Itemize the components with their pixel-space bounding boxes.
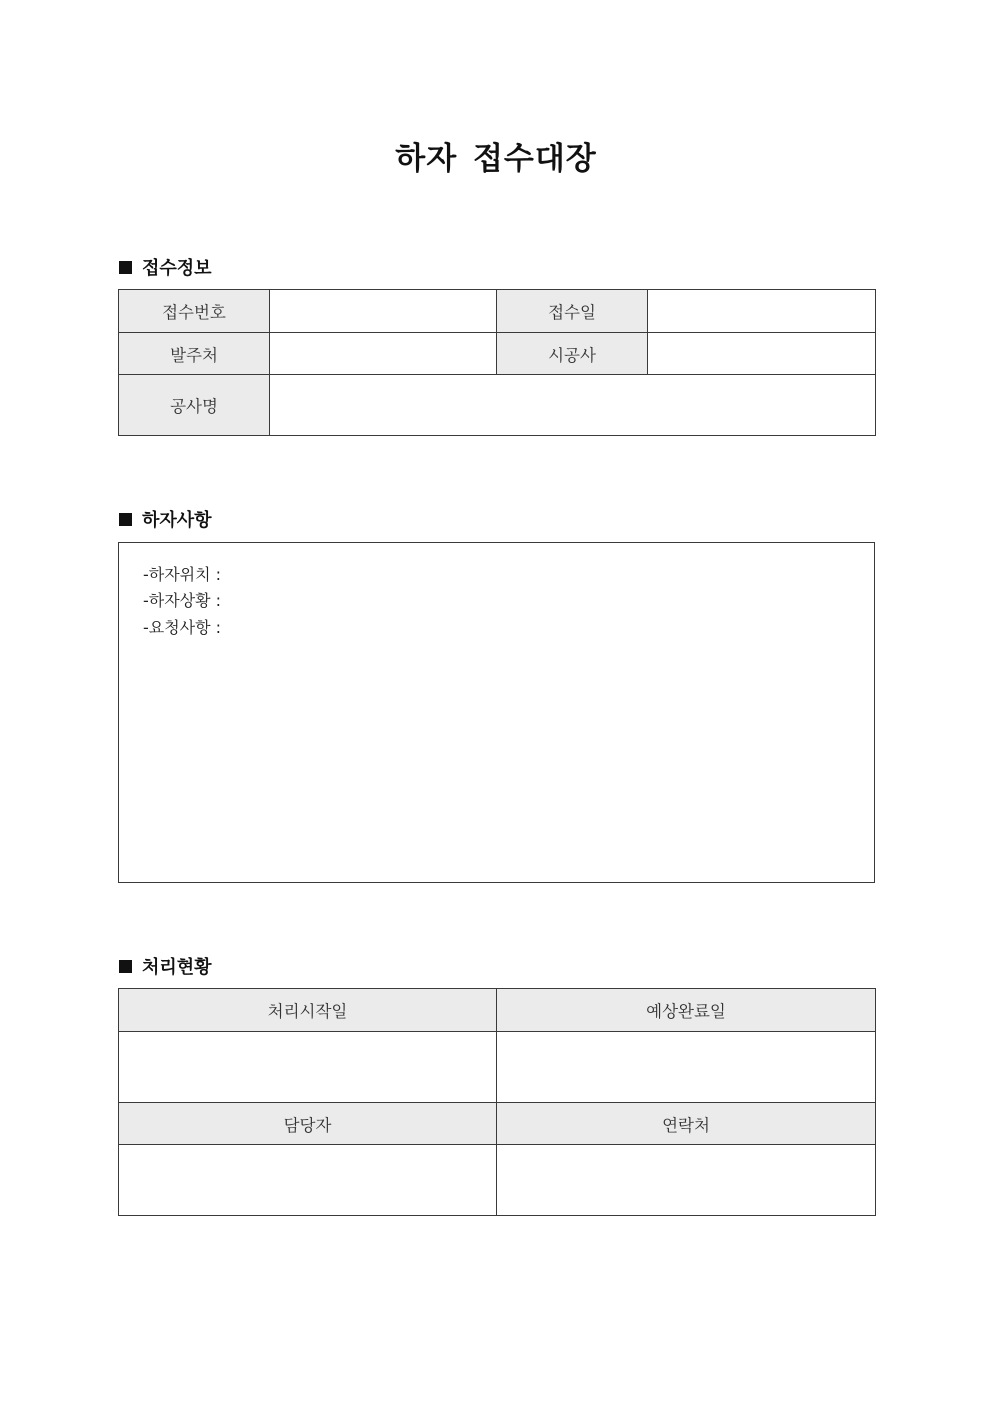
contractor-label: 시공사 [497,333,648,375]
table-row [119,375,876,436]
contact-label: 연락처 [497,1103,876,1145]
expected-completion-field[interactable] [497,1032,876,1103]
square-bullet-icon [119,513,132,526]
table-row [119,1032,876,1103]
request-line: -요청사항 : [143,618,222,637]
page-title: 하자 접수대장 [395,141,597,177]
receipt-no-field[interactable] [270,290,497,333]
section-heading-label: 접수정보 [142,258,212,279]
contractor-field[interactable] [648,333,876,375]
processing-status-table [118,988,876,1216]
defect-situation-line: -하자상황 : [143,591,222,610]
client-field[interactable] [270,333,497,375]
project-name-label: 공사명 [119,375,270,436]
section-heading-processing [119,953,212,979]
reception-info-table [118,289,876,436]
receipt-date-field[interactable] [648,290,876,333]
receipt-no-label: 접수번호 [119,290,270,333]
start-date-field[interactable] [119,1032,497,1103]
receipt-date-label: 접수일 [497,290,648,333]
contact-field[interactable] [497,1145,876,1216]
section-heading-label: 처리현황 [142,957,212,978]
section-heading-label: 하자사항 [142,510,212,531]
manager-field[interactable] [119,1145,497,1216]
expected-completion-label: 예상완료일 [497,989,876,1032]
defect-location-line: -하자위치 : [143,565,222,584]
manager-label: 담당자 [119,1103,497,1145]
square-bullet-icon [119,261,132,274]
table-row [119,290,876,333]
section-heading-defect [119,506,212,532]
start-date-label: 처리시작일 [119,989,497,1032]
table-row [119,989,876,1032]
client-label: 발주처 [119,333,270,375]
table-row [119,1145,876,1216]
defect-details-box[interactable] [118,542,875,883]
table-row [119,333,876,375]
section-heading-reception [119,254,212,280]
table-row [119,1103,876,1145]
project-name-field[interactable] [270,375,876,436]
square-bullet-icon [119,960,132,973]
